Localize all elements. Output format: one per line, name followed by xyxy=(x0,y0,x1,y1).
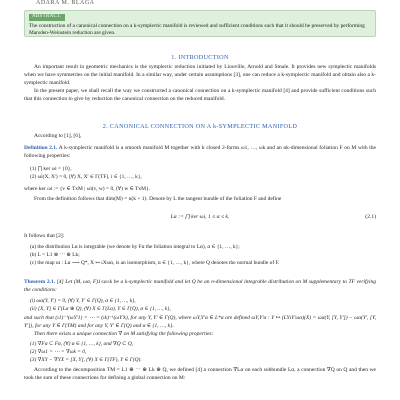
list-item: (1) ⋂ ker ωi = {0}, xyxy=(30,166,72,172)
section-title-canonical-connection: 2. CANONICAL CONNECTION ON A k-SYMPLECTIC MANIFOLD xyxy=(102,123,298,130)
abstract-label: ABSTRACT. xyxy=(29,14,65,21)
abstract-box xyxy=(24,10,376,37)
list-item: (3) ∇XY − ∇YX = [X, Y], (∀) X ∈ Γ(TF), Y ∈ Γ(Q). xyxy=(30,357,142,364)
follows-list xyxy=(30,243,376,267)
definition-title: Definition 2.1. xyxy=(24,145,58,151)
follows-text: It follows that [2]: xyxy=(24,233,65,239)
theorem-properties-list xyxy=(30,340,376,364)
theorem-then: Then there exists a unique connection ∇ on M satisfying the following properties: xyxy=(34,331,214,337)
where-text: where ker ωi := {v ∈ TxM | ωi(v, w) = 0, (∀) w ∈ TxM}. xyxy=(24,186,151,192)
theorem-text: [4] Let (M, ωα, F)1≤α≤k be a k-symplectic manifold and let Q be an n-dimensional integrable distribution on M supplementary to TF verifying the conditions: xyxy=(24,279,376,293)
list-item: (b) L = L1 ⊕ ⋯ ⊕ Lk; xyxy=(30,252,80,259)
list-item: (1) ∇Fα ⊂ Fα, (∀) α ∈ {1, …, k}, and ∇Q ⊂ Q, xyxy=(30,341,134,347)
list-item: (c) the map ια : Lα ⟶ Q*, X ↦ ιXωα, is an isomorphism, α ∈ {1, …, k}, where Q denotes the normal bundle of F. xyxy=(30,260,280,267)
theorem-title: Theorem 2.1. xyxy=(24,279,56,285)
intro-paragraph-2: In the present paper, we shall recall the way we constructed a canonical connection on a k-symplectic manifold [4] and provide sufficient conditions such that this connection to give by reduction the canonical connection on the reduced manifold. xyxy=(24,88,376,102)
theorem-such-that: and such that (ι1)⁻¹(ωY'1) = ⋯ = (ιk)⁻¹(ωY'k), for any Y, Y' ∈ Γ(Q), where ωY,Y'α ∈ L*α are defined ωY,Y'α : Y ↦ (LYιY'ωα)(X) = ωα(Y, [Y, Y']) − ωα(Y', [Y, Y']), for any Y ∈ Γ(TM) and for any Y, Y' ∈ Γ(Q) and α ∈ {1, …, k}. xyxy=(24,315,376,329)
definition-properties-list xyxy=(30,165,376,181)
according-text: According to [1], [6], xyxy=(34,133,82,139)
theorem-2-1 xyxy=(24,279,376,295)
closing-paragraph: According to the decomposition TM = L1 ⊕ ⋯ ⊕ Lk ⊕ Q, we defined [4] a connection ∇Lα on each subbundle Lα, a connection ∇Q on Q and then we took the sum of these connections for defining a global connection on M: xyxy=(24,367,376,381)
equation-body: Lα := ⋂ ker ωi, 1 ≤ α ≤ k. xyxy=(170,214,230,220)
equation-number: (2.1) xyxy=(365,214,376,220)
intro-paragraph-1: An important result in geometric mechanics is the symplectic reduction initiated by Liouville, Arnold and Smale. It provides new symplectic manifolds when we have symmetries on the initial manifold. In a similar way, under certain assumptions [3], one can reduce a k-symplectic manifold and obtain also a k-symplectic manifold. xyxy=(24,64,376,86)
running-header-author: ADARA M. BLAGA xyxy=(36,0,95,6)
equation-2-1 xyxy=(24,214,376,220)
list-item: (ii) [X, Y] ∈ Γ(Lα ⊕ Q), (∀) X ∈ Γ(Lα), Y ∈ Γ(Q), α ∈ {1, …, k}, xyxy=(30,306,171,313)
list-item: (a) the distribution Lα is integrable (we denote by Fα the foliation integral to Lα), α ∈ {1, …, k}; xyxy=(30,244,240,250)
definition-2-1 xyxy=(24,145,376,161)
definition-text: A k-symplectic manifold is a smooth manifold M together with k closed 2-forms ω1, …, ωk and an nk-dimensional foliation F on M with the following properties: xyxy=(24,145,377,159)
theorem-conditions-list xyxy=(30,297,376,313)
list-item: (2) ωi(X, X') = 0, (∀) X, X' ∈ Γ(TF), i ∈ {1, …, k}, xyxy=(30,174,142,181)
list-item: (2) ∇ω1 = ⋯ = ∇ωk = 0, xyxy=(30,349,87,356)
abstract-text: The construction of a canonical connection on a k-symplectic manifold is reviewed and sufficient conditions such that it should be preserved by performing Marsden-Weinstein reduction are given. xyxy=(29,22,365,37)
section-title-introduction: 1. INTRODUCTION xyxy=(171,54,229,61)
from-definition-text: From the definition follows that dim(M) = n(k + 1). Denote by L the tangent bundle of the foliation F and define xyxy=(34,196,282,202)
list-item: (i) ωα(Y, Y') = 0, (∀) Y, Y' ∈ Γ(Q), α ∈ {1, …, k}, xyxy=(30,298,136,304)
